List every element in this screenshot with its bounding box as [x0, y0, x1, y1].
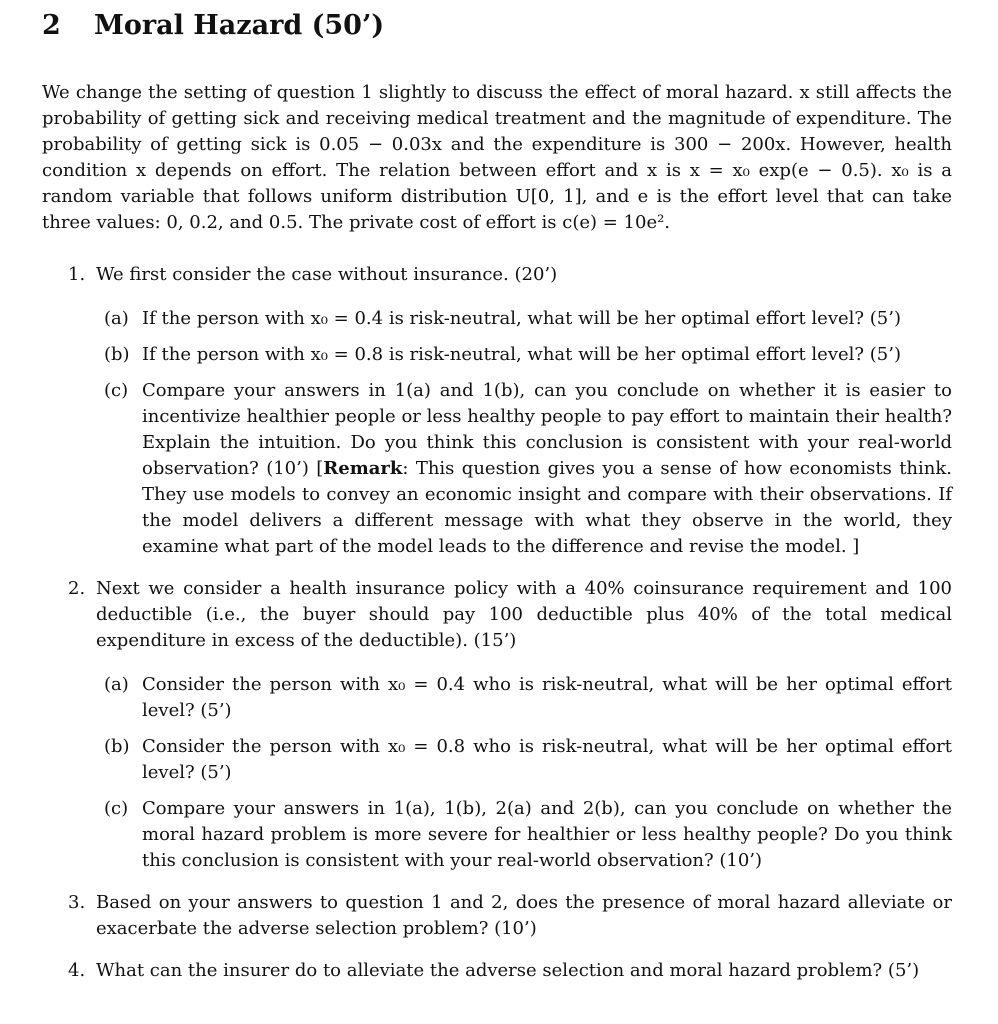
subquestion-2c: [96, 796, 952, 874]
section-title: Moral Hazard (50’): [94, 10, 385, 41]
subquestion-number: (b): [104, 344, 130, 365]
question-1: [42, 262, 952, 560]
subquestion-number: (a): [104, 674, 129, 695]
subquestion-text: Compare your answers in 1(a) and 1(b), can you conclude on whether it is easier to incentivize healthier people or less healthy people to pay effort to maintain their health? Explain the intuition. Do you think this conclusion is consistent with your real-world observation? (10’) [: [142, 380, 952, 479]
question-2: [42, 576, 952, 874]
subquestion-text: Consider the person with x₀ = 0.8 who is risk-neutral, what will be her optimal effort level? (5’): [142, 736, 952, 783]
subquestion-text: If the person with x₀ = 0.8 is risk-neutral, what will be her optimal effort level? (5’): [142, 344, 902, 365]
question-number: 4.: [68, 960, 86, 981]
section-heading: [42, 0, 952, 44]
subquestion-1b: [96, 342, 952, 368]
question-3: [42, 890, 952, 942]
subquestion-number: (c): [104, 798, 129, 819]
subquestion-number: (c): [104, 380, 129, 401]
subquestion-2b: [96, 734, 952, 786]
subquestion-1c: [96, 378, 952, 560]
question-number: 3.: [68, 892, 86, 913]
subquestion-list: [96, 306, 952, 560]
question-list: [42, 262, 952, 984]
subquestion-number: (a): [104, 308, 129, 329]
subquestion-number: (b): [104, 736, 130, 757]
question-text: Based on your answers to question 1 and 2, does the presence of moral hazard alleviate or exacerbate the adverse selection problem? (10’): [96, 892, 952, 939]
subquestion-1a: [96, 306, 952, 332]
intro-paragraph: We change the setting of question 1 slightly to discuss the effect of moral hazard. x still affects the probability of getting sick and receiving medical treatment and the magnitude of expenditure. The probability of getting sick is 0.05 − 0.03x and the expenditure is 300 − 200x. However, health condition x depends on effort. The relation between effort and x is x = x₀ exp(e − 0.5). x₀ is a random variable that follows uniform distribution U[0, 1], and e is the effort level that can take three values: 0, 0.2, and 0.5. The private cost of effort is c(e) = 10e².: [42, 82, 952, 233]
subquestion-text: Consider the person with x₀ = 0.4 who is risk-neutral, what will be her optimal effort level? (5’): [142, 674, 952, 721]
question-text: What can the insurer do to alleviate the adverse selection and moral hazard problem? (5’): [96, 960, 920, 981]
remark-label: Remark: [323, 458, 403, 479]
question-4: [42, 958, 952, 984]
subquestion-list: [96, 672, 952, 874]
remark-text: : This question gives you a sense of how economists think. They use models to convey an economic insight and compare with their observations. If the model delivers a different message with what they observe in the world, they examine what part of the model leads to the difference and revise the model. ]: [142, 458, 953, 557]
question-number: 1.: [68, 264, 86, 285]
subquestion-text: Compare your answers in 1(a), 1(b), 2(a) and 2(b), can you conclude on whether the moral hazard problem is more severe for healthier or less healthy people? Do you think this conclusion is consistent with your real-world observation? (10’): [142, 798, 952, 871]
question-number: 2.: [68, 578, 86, 599]
question-text: Next we consider a health insurance policy with a 40% coinsurance requirement and 100 deductible (i.e., the buyer should pay 100 deductible plus 40% of the total medical expenditure in excess of the deductible). (15’): [96, 578, 952, 651]
question-text: We first consider the case without insurance. (20’): [96, 264, 558, 285]
subquestion-2a: [96, 672, 952, 724]
section-number: 2: [42, 10, 61, 41]
subquestion-text: If the person with x₀ = 0.4 is risk-neutral, what will be her optimal effort level? (5’): [142, 308, 902, 329]
